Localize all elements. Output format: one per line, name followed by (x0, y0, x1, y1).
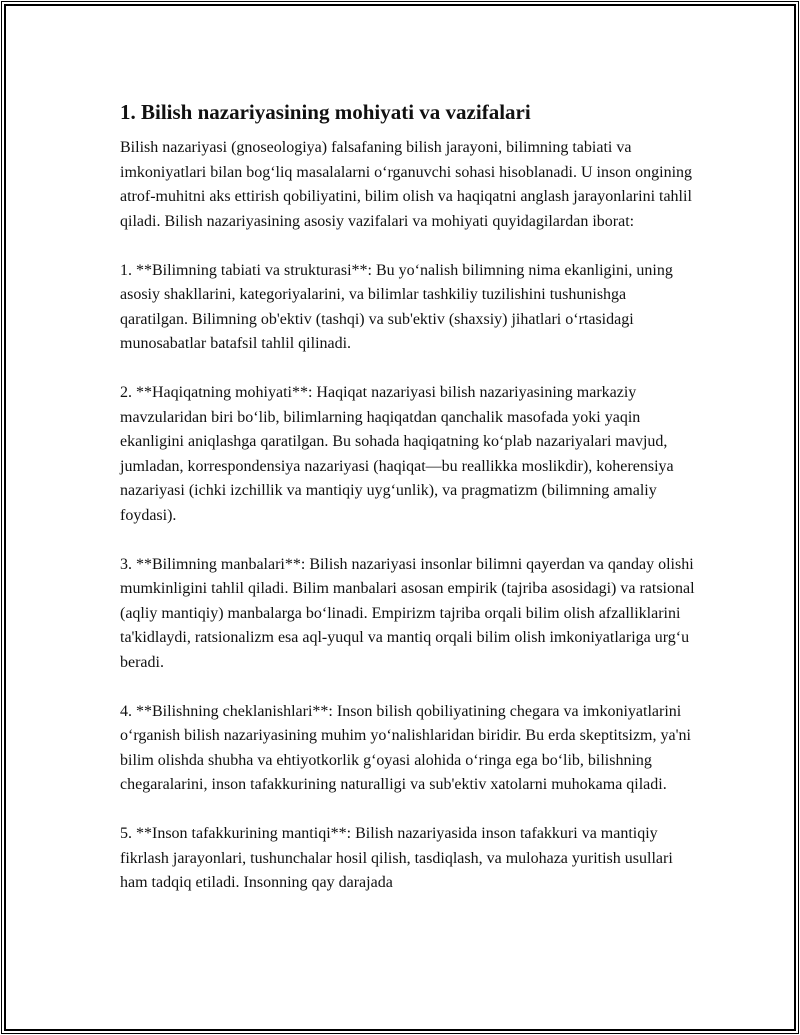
page-title: 1. Bilish nazariyasining mohiyati va vazifalari (120, 100, 531, 124)
list-item: 3. **Bilimning manbalari**: Bilish nazariyasi insonlar bilimni qayerdan va qanday olishi mumkinligini tahlil qiladi. Bilim manbalari asosan empirik (tajriba asosidagi) va ratsional (aqliy mantiqiy) manbalarga bo‘linadi. Empirizm tajriba orqali bilim olish afzalliklarini ta'kidlaydi, ratsionalizm esa aql-yuqul va mantiq orqali bilim olish imkoniyatlariga urg‘u beradi. (120, 555, 695, 671)
page-frame (4, 4, 796, 1031)
list-item: 5. **Inson tafakkurining mantiqi**: Bilish nazariyasida inson tafakkuri va mantiqiy fikrlash jarayonlari, tushunchalar hosil qilish, tasdiqlash, va mulohaza yuritish usullari ham tadqiq etiladi. Insonning qay darajada (120, 825, 673, 891)
intro-paragraph: Bilish nazariyasi (gnoseologiya) falsafaning bilish jarayoni, bilimning tabiati va imkoniyatlari bilan bog‘liq masalalarni o‘rganuvchi sohasi hisoblanadi. U inson ongining atrof-muhitni aks ettirish qobiliyatini, bilim olish va haqiqatni anglash jarayonlarini tahlil qiladi. Bilish nazariyasining asosiy vazifalari va mohiyati quyidagilardan iborat: (120, 139, 693, 230)
list-item: 4. **Bilishning cheklanishlari**: Inson bilish qobiliyatining chegara va imkoniyatlarini o‘rganish bilish nazariyasining muhim yo‘nalishlaridan biridir. Bu erda skeptitsizm, ya'ni bilim olishda shubha va ehtiyotkorlik g‘oyasi alohida o‘ringa ega bo‘lib, bilishning chegaralarini, inson tafakkurining naturalligi va sub'ektiv xatolarni muhokama qiladi. (120, 702, 691, 793)
document-body (120, 98, 696, 920)
list-item: 2. **Haqiqatning mohiyati**: Haqiqat nazariyasi bilish nazariyasining markaziy mavzularidan biri bo‘lib, bilimlarning haqiqatdan qanchalik masofada yoki yaqin ekanligini aniqlashga qaratilgan. Bu sohada haqiqatning ko‘plab nazariyalari mavjud, jumladan, korrespondensiya nazariyasi (haqiqat—bu reallikka moslikdir), koherensiya nazariyasi (ichki izchillik va mantiqiy uyg‘unlik), va pragmatizm (bilimning amaliy foydasi). (120, 384, 674, 524)
list-item: 1. **Bilimning tabiati va strukturasi**: Bu yo‘nalish bilimning nima ekanligini, uning asosiy shakllarini, kategoriyalarini, va bilimlar tashkiliy tuzilishini tushunishga qaratilgan. Bilimning ob'ektiv (tashqi) va sub'ektiv (shaxsiy) jihatlari o‘rtasidagi munosabatlar batafsil tahlil qilinadi. (120, 261, 673, 352)
